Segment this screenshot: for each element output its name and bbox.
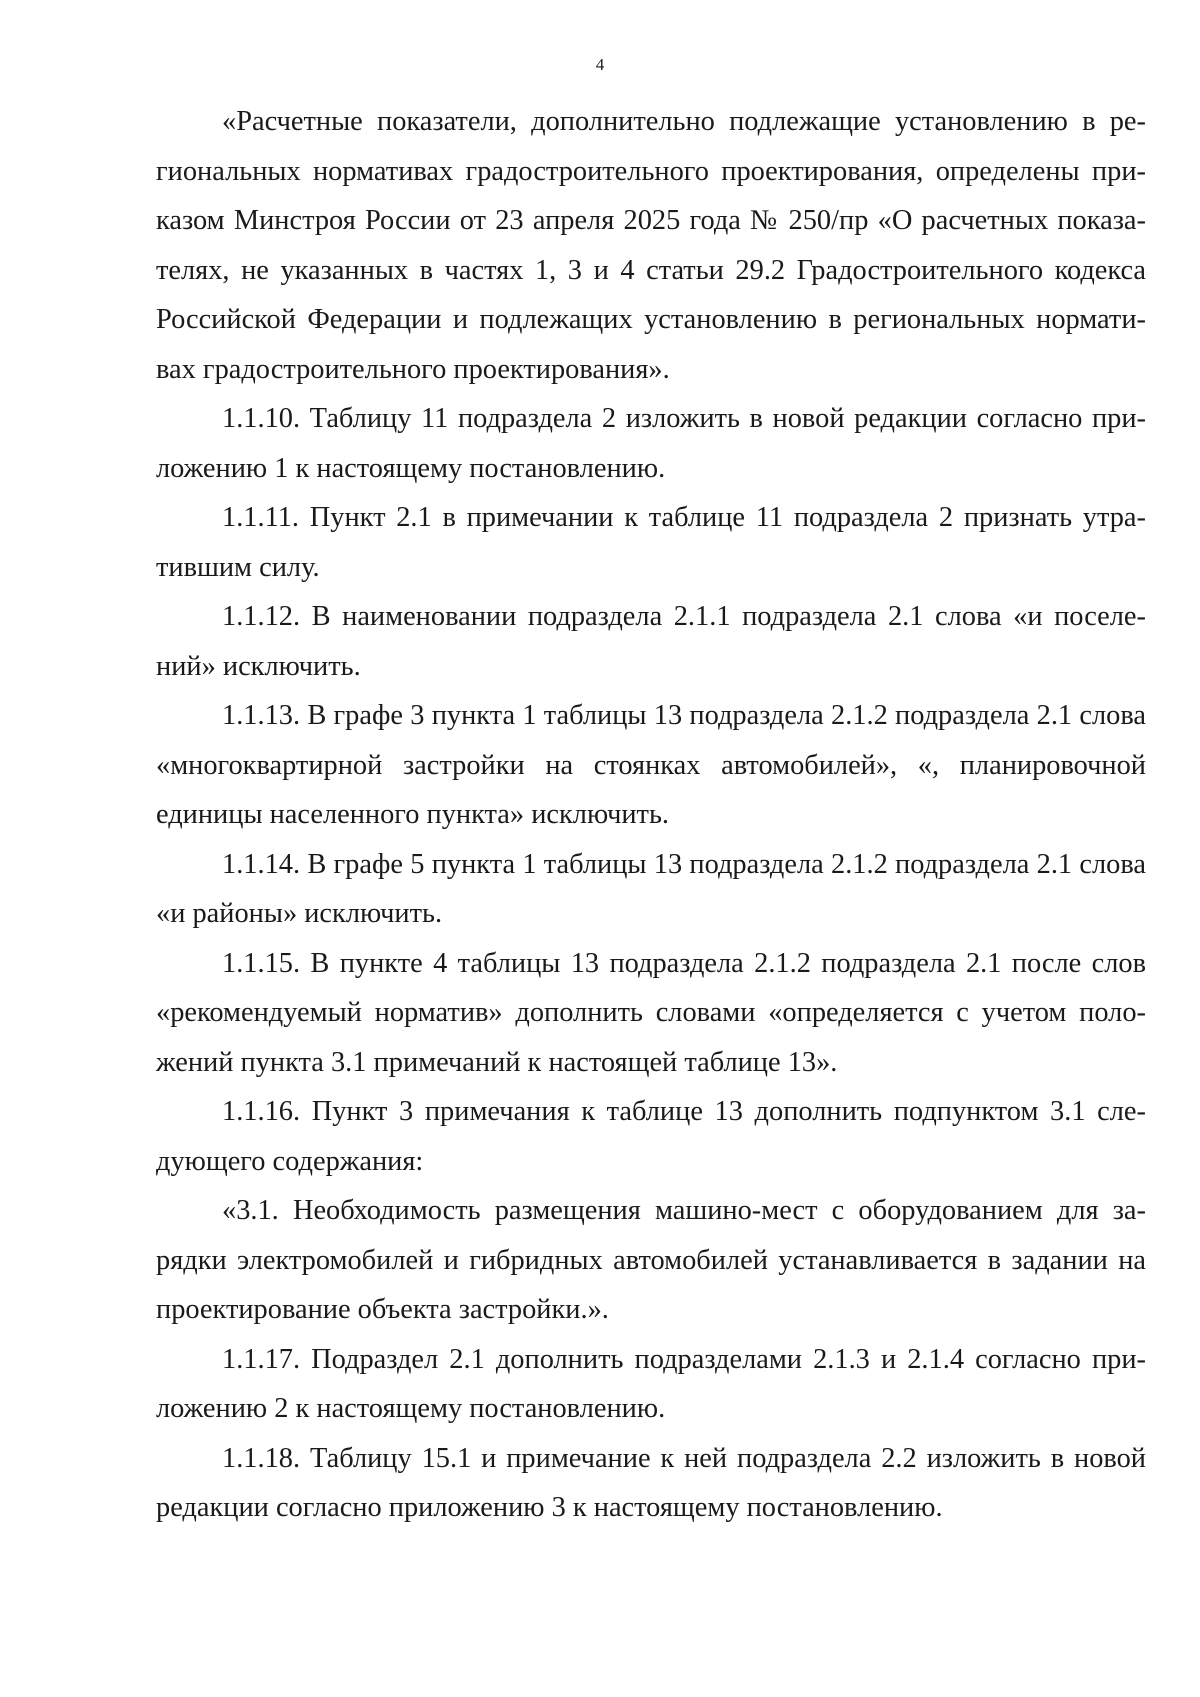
paragraph-1-1-18: 1.1.18. Таблицу 15.1 и примечание к ней подраздела 2.2 изложить в новой редакции согласно приложению 3 к настоящему постановлению. [156, 1442, 1146, 1523]
paragraph-1-1-10: 1.1.10. Таблицу 11 подраздела 2 изложить в новой редакции согласно приложению 1 к настоящему постановлению. [156, 403, 1146, 484]
paragraph-1-1-13: 1.1.13. В графе 3 пункта 1 таблицы 13 подраздела 2.1.2 подраздела 2.1 слова «многоквартирной застройки на стоянках автомобилей», «, планировочной единицы населенного пункта» исключить. [156, 700, 1146, 830]
paragraph-1-1-17: 1.1.17. Подраздел 2.1 дополнить подразделами 2.1.3 и 2.1.4 согласно приложению 2 к настоящему постановлению. [156, 1343, 1146, 1424]
paragraph-1-1-14: 1.1.14. В графе 5 пункта 1 таблицы 13 подраздела 2.1.2 подраздела 2.1 слова «и районы» исключить. [156, 848, 1146, 929]
page-number: 4 [595, 55, 605, 74]
paragraph-1-1-15: 1.1.15. В пункте 4 таблицы 13 подраздела 2.1.2 подраздела 2.1 после слов «рекомендуемый норматив» дополнить словами «определяется с учетом положений пункта 3.1 примечаний к настоящей таблице 13». [156, 947, 1146, 1078]
document-body [156, 97, 1146, 1533]
paragraph-calculation-indicators: «Расчетные показатели, дополнительно подлежащие установлению в региональных нормативах градостроительного проектирования, определены приказом Минстроя России от 23 апреля 2025 года № 250/пр «О расчетных показателях, не указанных в частях 1, 3 и 4 статьи 29.2 Градостроительного кодекса Российской Федерации и подлежащих установлению в региональных нормативах градостроительного проектирования». [156, 106, 1146, 385]
paragraph-3-1-quote: «3.1. Необходимость размещения машино-мест с оборудованием для зарядки электромобилей и гибридных автомобилей устанавливается в задании на проектирование объекта застройки.». [156, 1195, 1146, 1325]
paragraph-1-1-11: 1.1.11. Пункт 2.1 в примечании к таблице 11 подраздела 2 признать утратившим силу. [156, 502, 1146, 583]
paragraph-1-1-12: 1.1.12. В наименовании подраздела 2.1.1 подраздела 2.1 слова «и поселений» исключить. [156, 601, 1146, 682]
paragraph-1-1-16: 1.1.16. Пункт 3 примечания к таблице 13 дополнить подпунктом 3.1 следующего содержания: [156, 1096, 1146, 1177]
